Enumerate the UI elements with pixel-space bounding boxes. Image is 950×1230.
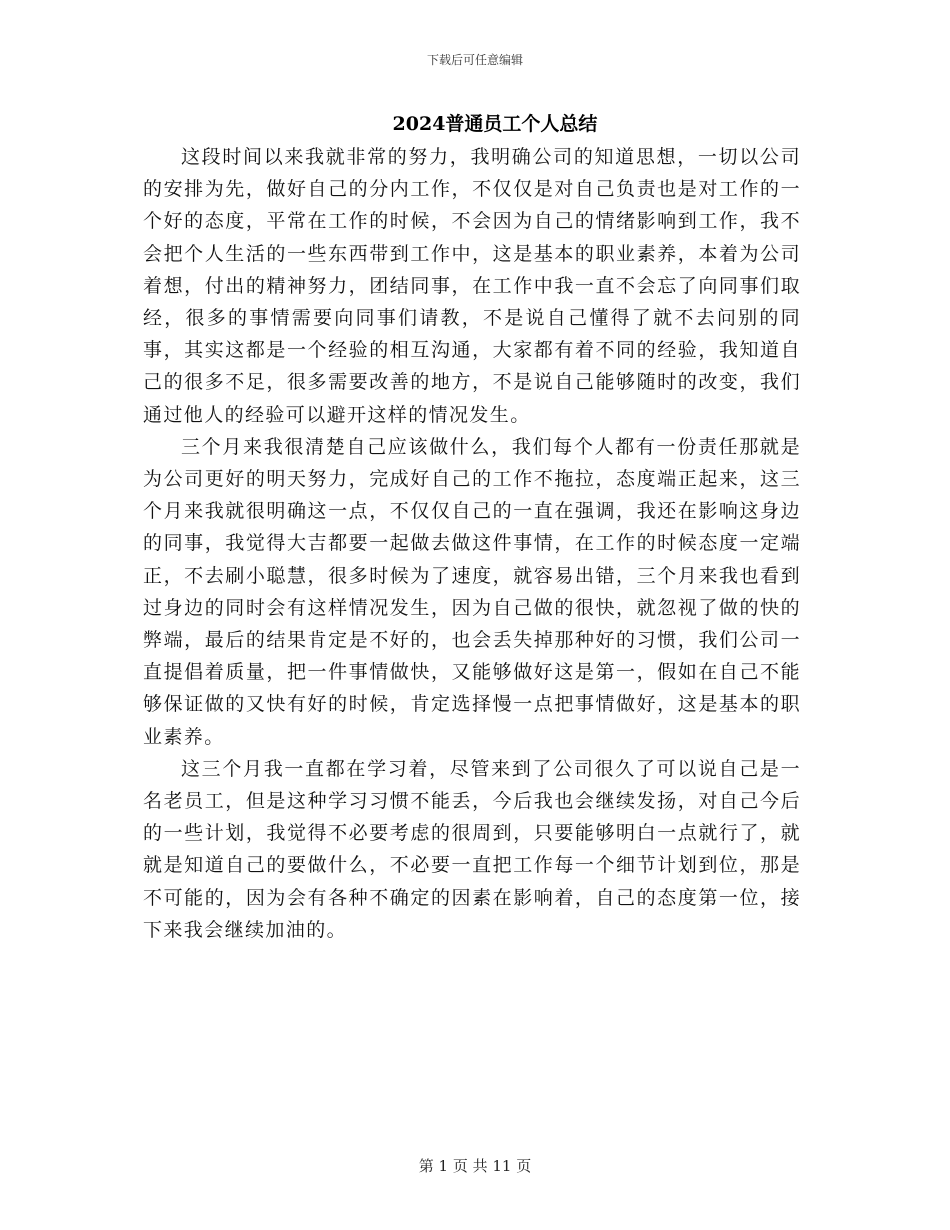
- body-paragraph-2: 三个月来我很清楚自己应该做什么，我们每个人都有一份责任那就是为公司更好的明天努力，完成好自己的工作不拖拉，态度端正起来，这三个月来我就很明确这一点，不仅仅自己的一直在强调，我还在影响这身边的同事，我觉得大吉都要一起做去做这件事情，在工作的时候态度一定端正，不去刷小聪慧，很多时候为了速度，就容易出错，三个月来我也看到过身边的同时会有这样情况发生，因为自己做的很快，就忽视了做的快的弊端，最后的结果肯定是不好的，也会丢失掉那种好的习惯，我们公司一直提倡着质量，把一件事情做快，又能够做好这是第一，假如在自己不能够保证做的又快有好的时候，肯定选择慢一点把事情做好，这是基本的职业素养。: [143, 435, 801, 748]
- document-body: [143, 141, 801, 946]
- body-paragraph-3: 这三个月我一直都在学习着，尽管来到了公司很久了可以说自己是一名老员工，但是这种学习习惯不能丢，今后我也会继续发扬，对自己今后的一些计划，我觉得不必要考虑的很周到，只要能够明白一点就行了，就就是知道自己的要做什么，不必要一直把工作每一个细节计划到位，那是不可能的，因为会有各种不确定的因素在影响着，自己的态度第一位，接下来我会继续加油的。: [143, 757, 801, 941]
- page-number-footer: 第 1 页 共 11 页: [418, 1157, 532, 1175]
- body-paragraph-1: 这段时间以来我就非常的努力，我明确公司的知道思想，一切以公司的安排为先，做好自己的分内工作，不仅仅是对自己负责也是对工作的一个好的态度，平常在工作的时候，不会因为自己的情绪影响到工作，我不会把个人生活的一些东西带到工作中，这是基本的职业素养，本着为公司着想，付出的精神努力，团结同事，在工作中我一直不会忘了向同事们取经，很多的事情需要向同事们请教，不是说自己懂得了就不去问别的同事，其实这都是一个经验的相互沟通，大家都有着不同的经验，我知道自己的很多不足，很多需要改善的地方，不是说自己能够随时的改变，我们通过他人的经验可以避开这样的情况发生。: [143, 146, 801, 426]
- page-header-note: 下载后可任意编辑: [426, 53, 523, 67]
- document-title: 2024普通员工个人总结: [392, 113, 598, 135]
